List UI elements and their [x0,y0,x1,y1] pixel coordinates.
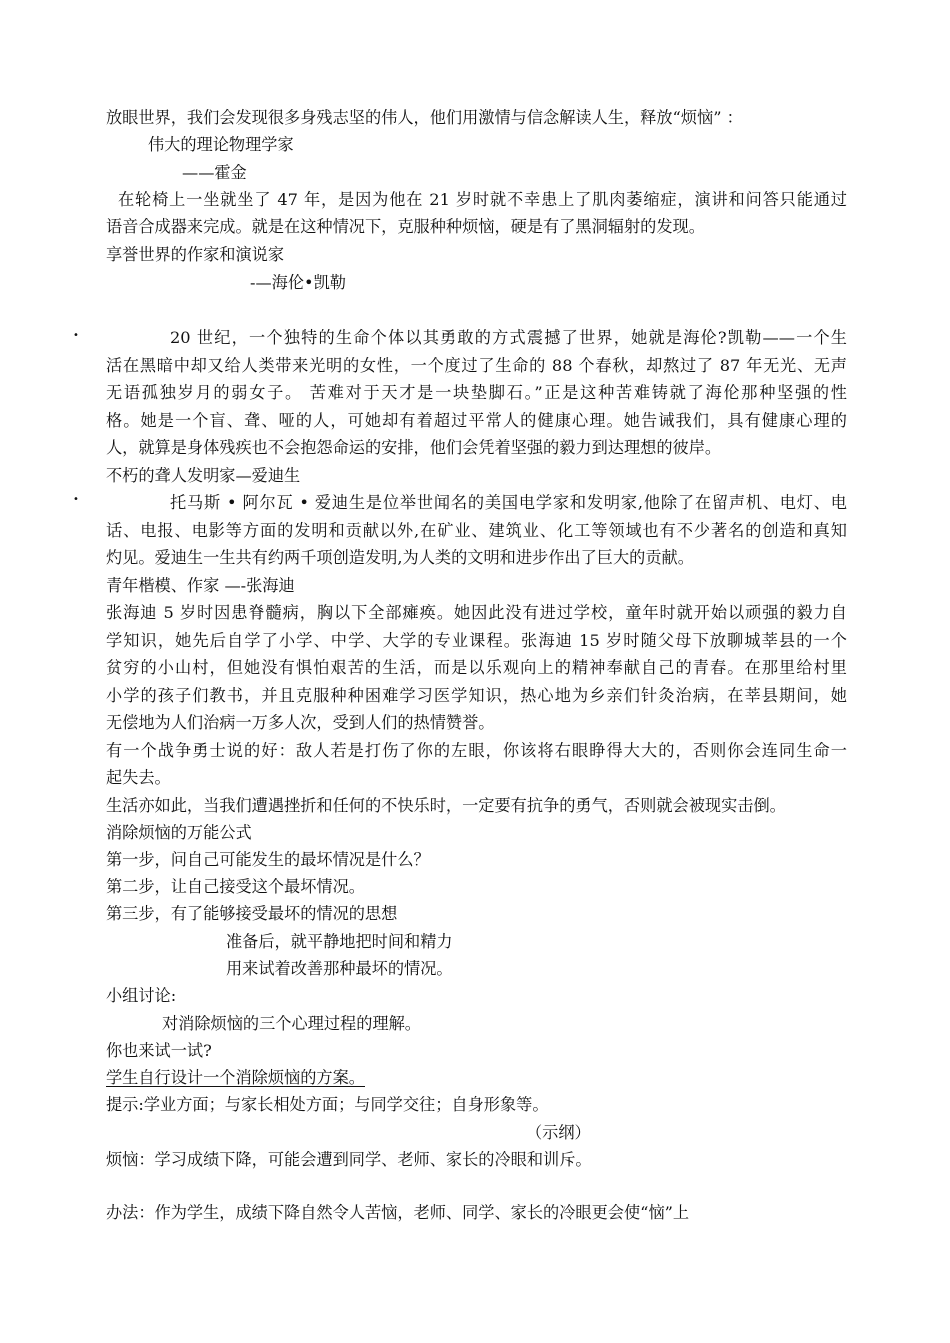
keller-name: -—海伦•凯勒 [250,273,346,292]
hawking-name: ——霍金 [182,163,247,182]
task-heading: 学生自行设计一个消除烦恼的方案。 [106,1068,365,1087]
hawking-paragraph-line: 在轮椅上一坐就坐了 47 年，是因为他在 21 岁时就不幸患上了肌肉萎缩症，演讲和问答只能通过 [118,190,847,209]
bullet-icon: • [73,494,79,505]
soldier-quote-line: 起失去。 [106,768,171,787]
zhang-title: 青年楷模、作家 —-张海迪 [106,576,295,595]
formula-step-3-continued: 准备后，就平静地把时间和精力 [226,932,453,951]
keller-title: 享誉世界的作家和演说家 [106,245,285,264]
discussion-title: 小组讨论: [106,986,177,1005]
discussion-text: 对消除烦恼的三个心理过程的理解。 [162,1014,421,1033]
worry-line: 烦恼：学习成绩下降，可能会遭到同学、老师、家长的冷眼和训斥。 [106,1150,592,1169]
example-label: （示纲） [526,1123,591,1142]
try-question: 你也来试一试? [106,1041,212,1060]
zhang-paragraph-line: 贫穷的小山村，但她没有惧怕艰苦的生活，而是以乐观向上的精神奉献自己的青春。在那里给村里 [106,658,847,677]
hawking-paragraph-line: 语音合成器来完成。就是在这种情况下，克服种种烦恼，硬是有了黑洞辐射的发现。 [106,217,705,236]
keller-paragraph-line: 20 世纪，一个独特的生命个体以其勇敢的方式震撼了世界，她就是海伦?凯勒——一个生 [170,328,847,347]
keller-paragraph-line: 无语孤独岁月的弱女子。 苦难对于天才是一块垫脚石。”正是这种苦难铸就了海伦那种坚强的性 [106,383,847,402]
keller-paragraph-line: 格。她是一个盲、聋、哑的人，可她却有着超过平常人的健康心理。她告诫我们，具有健康心理的 [106,411,847,430]
method-line: 办法：作为学生，成绩下降自然令人苦恼，老师、同学、家长的冷眼更会使“恼”上 [106,1203,690,1222]
formula-step-2: 第二步，让自己接受这个最坏情况。 [106,877,365,896]
formula-step-1: 第一步，问自己可能发生的最坏情况是什么？ [106,850,430,869]
keller-paragraph-line: 活在黑暗中却又给人类带来光明的女性，一个度过了生命的 88 个春秋，却熬过了 87 年无光、无声 [106,356,847,375]
intro-line: 放眼世界，我们会发现很多身残志坚的伟人，他们用激情与信念解读人生，释放“烦恼” ： [106,108,743,127]
zhang-paragraph-line: 张海迪 5 岁时因患脊髓病，胸以下全部瘫痪。她因此没有进过学校，童年时就开始以顽强的毅力自 [106,603,847,622]
hint-line: 提示:学业方面；与家长相处方面；与同学交往；自身形象等。 [106,1095,549,1114]
bullet-icon: • [73,330,79,341]
edison-title: 不朽的聋人发明家—爱迪生 [106,466,301,485]
edison-paragraph-line: 托马斯 • 阿尔瓦 • 爱迪生是位举世闻名的美国电学家和发明家,他除了在留声机、电灯、电 [170,493,847,512]
edison-paragraph-line: 灼见。爱迪生一生共有约两千项创造发明,为人类的文明和进步作出了巨大的贡献。 [106,548,694,567]
formula-step-3-continued: 用来试着改善那种最坏的情况。 [226,959,453,978]
hawking-title: 伟大的理论物理学家 [148,135,294,154]
formula-title: 消除烦恼的万能公式 [106,823,252,842]
zhang-paragraph-line: 无偿地为人们治病一万多人次，受到人们的热情赞誉。 [106,713,495,732]
life-lesson-line: 生活亦如此，当我们遭遇挫折和任何的不快乐时，一定要有抗争的勇气，否则就会被现实击倒。 [106,796,786,815]
zhang-paragraph-line: 学知识，她先后自学了小学、中学、大学的专业课程。张海迪 15 岁时随父母下放聊城莘县的一个 [106,631,847,650]
edison-paragraph-line: 话、电报、电影等方面的发明和贡献以外,在矿业、建筑业、化工等领域也有不少著名的创造和真知 [106,521,847,540]
zhang-paragraph-line: 小学的孩子们教书，并且克服种种困难学习医学知识，热心地为乡亲们针灸治病，在莘县期间，她 [106,686,847,705]
keller-paragraph-line: 人，就算是身体残疾也不会抱怨命运的安排，他们会凭着坚强的毅力到达理想的彼岸。 [106,438,722,457]
soldier-quote-line: 有一个战争勇士说的好：敌人若是打伤了你的左眼，你该将右眼睁得大大的，否则你会连同生命一 [106,741,847,760]
formula-step-3: 第三步，有了能够接受最坏的情况的思想 [106,904,398,923]
